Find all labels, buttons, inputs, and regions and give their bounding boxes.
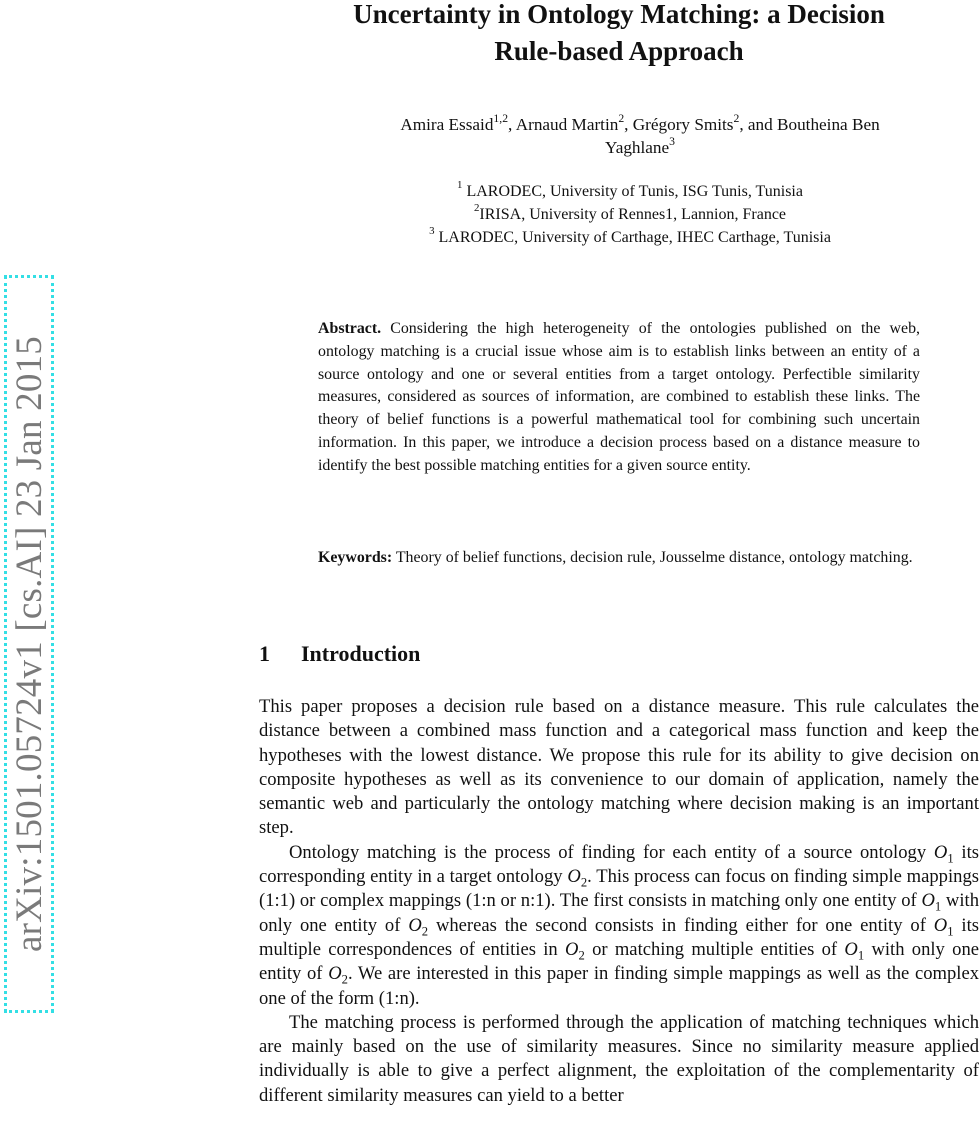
section-title: Introduction [301,641,421,666]
title-line-1: Uncertainty in Ontology Matching: a Decision [353,0,885,29]
paper-title [260,0,978,69]
author-name: Yaghlane [605,138,670,157]
paragraph: Ontology matching is the process of finding for each entity of a source ontology $O_1$ its corresponding entity in a target ontology $O_2$. This process can focus on finding simple mappings (1:1) or complex mappings (1:n or n:1). The first consists in matching only one entity of $O_1$ with only one entity of $O_2$ whereas the second consists in finding either for one entity of $O_1$ its multiple correspondences of entities in $O_2$ or matching multiple entities of $O_1$ with only one entity of $O_2$. We are interested in this paper in finding simple mappings as well as the complex one of the form (1:n). [259,841,979,1009]
affiliation: $^2$IRISA, University of Rennes1, Lannion, France [473,202,787,223]
abstract-label: Abstract. [318,320,382,337]
affiliation-list [260,180,979,249]
keywords [318,547,920,570]
author-affil-mark: 2 [618,111,625,125]
author-name: Amira Essaid [400,115,494,134]
author-name: and Boutheina Ben [747,115,880,134]
arxiv-stamp: arXiv:1501.05724v1 [cs.AI] 23 Jan 2015 [4,275,54,1013]
section-heading [259,639,420,669]
keywords-label: Keywords: [318,549,393,566]
paragraph: The matching process is performed through the application of matching techniques which are mainly based on the use of similarity measures. Since no similarity measure applied individually is able to give a perfect alignment, the exploitation of the complementarity of different similarity measures can yield to a better [259,1011,979,1106]
section-number: 1 [259,641,270,666]
author-name: Grégory Smits [632,115,734,134]
author-affil-mark: 1,2 [493,111,509,125]
abstract-text: Considering the high heterogeneity of the ontologies published on the web, ontology matching is a crucial issue whose aim is to establish links between an entity of a source ontology and one or several entities from a target ontology. Perfectible similarity measures, considered as sources of information, are combined to establish these links. The theory of belief functions is a powerful mathematical tool for combining such uncertain information. In this paper, we introduce a decision process based on a distance measure to identify the best possible matching entities for a given source entity. [318,320,920,474]
abstract [318,318,920,478]
affiliation: $^1$ LARODEC, University of Tunis, ISG Tunis, Tunisia [457,179,803,200]
title-line-2: Rule-based Approach [494,36,744,66]
author-list: Amira Essaid$^{1,2}$, Arnaud Martin$^2$, Grégory Smits$^2$, and Boutheina Ben Yaghlane$^3$ [400,111,880,157]
affiliation: $^3$ LARODEC, University of Carthage, IHEC Carthage, Tunisia [429,225,831,246]
author-name: Arnaud Martin [515,115,619,134]
intro-body [259,695,979,1108]
author-affil-mark: 2 [733,111,740,125]
author-affil-mark: 3 [669,134,675,148]
arxiv-stamp-container [0,275,60,1017]
keywords-text: Theory of belief functions, decision rule, Jousselme distance, ontology matching. [395,549,913,566]
paragraph: This paper proposes a decision rule based on a distance measure. This rule calculates the distance between a combined mass function and a categorical mass function and keep the hypotheses with the lowest distance. We propose this rule for its ability to give decision on composite hypotheses as well as its convenience to our domain of application, namely the semantic web and particularly the ontology matching where decision making is an important step. [259,696,979,839]
